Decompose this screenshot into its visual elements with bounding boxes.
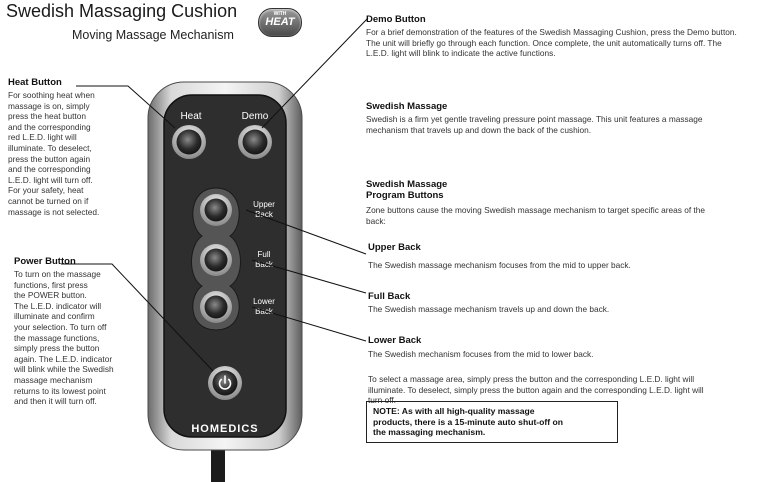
text-line: Swedish is a firm yet gentle traveling pressure point massage. This unit features a massage xyxy=(366,114,703,124)
text-line: and the corresponding xyxy=(8,164,91,175)
full-back-label-1: Full xyxy=(257,250,271,259)
demo-description xyxy=(366,27,781,59)
text-line: massage is on, simply xyxy=(8,100,90,111)
power-heading: Power Button xyxy=(14,256,76,267)
note-line: NOTE: As with all high-quality massage xyxy=(373,406,535,416)
lower-back-button[interactable] xyxy=(205,296,228,319)
text-line: the massage functions, xyxy=(14,332,100,343)
text-line: Zone buttons cause the moving Swedish massage mechanism to target specific areas of the xyxy=(366,205,705,215)
text-line: returns to its lowest point xyxy=(14,385,106,396)
lower-back-label-2: Back xyxy=(255,307,273,316)
upper-back-heading: Upper Back xyxy=(368,242,421,253)
full-back-heading: Full Back xyxy=(368,291,411,302)
text-line: illuminate. To deselect, xyxy=(8,142,92,153)
page-title: Swedish Massaging Cushion xyxy=(6,1,238,21)
program-heading xyxy=(366,179,447,201)
upper-back-label-2: Back xyxy=(255,210,273,219)
text-line: and then it will turn off. xyxy=(14,396,97,407)
note-line: products, there is a 15-minute auto shut-off on xyxy=(373,416,564,427)
power-description xyxy=(14,269,154,407)
text-line: L.E.D. light will blink to indicate the active functions. xyxy=(366,48,556,59)
text-line: will blink while the Swedish xyxy=(14,364,114,375)
text-line: again. The L.E.D. indicator xyxy=(14,353,113,364)
text-line: illuminate. To deselect, simply press the button again and the corresponding L.E.D. light will xyxy=(368,384,704,395)
badge-main-text: HEAT xyxy=(265,16,295,28)
full-back-button[interactable] xyxy=(205,249,228,272)
heat-heading: Heat Button xyxy=(8,77,62,88)
swedish-heading: Swedish Massage xyxy=(366,101,448,112)
text-line: L.E.D. light will turn off. xyxy=(8,174,93,185)
text-line: The L.E.D. indicator will xyxy=(14,300,102,311)
text-line: To turn on the massage xyxy=(14,269,101,279)
text-line: The unit will briefly go through each function. Once complete, the unit automatically turns off. The xyxy=(366,37,722,48)
demo-label: Demo xyxy=(241,111,269,122)
lower-back-label-1: Lower xyxy=(253,297,275,306)
note-line: the massaging mechanism. xyxy=(373,427,486,438)
demo-heading: Demo Button xyxy=(366,14,426,25)
text-line: mechanism that travels up and down the back of the cushion. xyxy=(366,124,592,135)
page-subtitle: Moving Massage Mechanism xyxy=(72,28,234,42)
demo-button[interactable] xyxy=(243,130,268,155)
text-line: back: xyxy=(366,215,386,226)
text-line: press the button again xyxy=(8,153,91,164)
swedish-description xyxy=(366,114,781,135)
full-back-label-2: Back xyxy=(255,260,273,269)
heat-label: Heat xyxy=(180,111,202,122)
lower-back-description: The Swedish mechanism focuses from the mid to lower back. xyxy=(368,349,594,359)
upper-back-label-1: Upper xyxy=(253,200,275,209)
text-line: massage mechanism xyxy=(14,374,93,385)
lower-back-heading: Lower Back xyxy=(368,335,422,346)
text-line: and the corresponding xyxy=(8,121,91,132)
text-line: turn off. xyxy=(368,395,396,406)
heat-button[interactable] xyxy=(177,130,202,155)
text-line: For your safety, heat xyxy=(8,185,84,196)
text-line: simply press the button xyxy=(14,343,100,354)
heat-description xyxy=(8,90,148,217)
text-line: To select a massage area, simply press the button and the corresponding L.E.D. light will xyxy=(368,374,695,384)
text-line: For soothing heat when xyxy=(8,90,95,100)
text-line: red L.E.D. light will xyxy=(8,132,77,143)
badge-top-text: WITH xyxy=(273,11,287,17)
text-line: functions, first press xyxy=(14,279,88,290)
text-line: the POWER button. xyxy=(14,290,87,301)
text-line: cannot be turned on if xyxy=(8,195,89,206)
text-line: illuminate and confirm xyxy=(14,311,95,322)
note-box xyxy=(366,401,618,443)
text-line: For a brief demonstration of the features of the Swedish Massaging Cushion, press the Demo button. xyxy=(366,27,737,37)
upper-back-button[interactable] xyxy=(205,199,228,222)
full-back-description: The Swedish massage mechanism travels up and down the back. xyxy=(368,304,610,314)
upper-back-description: The Swedish massage mechanism focuses from the mid to upper back. xyxy=(368,260,631,270)
heading-line: Swedish Massage xyxy=(366,179,448,190)
text-line: your selection. To turn off xyxy=(14,321,107,332)
text-line: massage is not selected. xyxy=(8,206,100,217)
brand-logo: HOMEDICS xyxy=(191,423,259,435)
heading-line: Program Buttons xyxy=(366,190,444,201)
text-line: press the heat button xyxy=(8,111,86,122)
demo-leader xyxy=(262,18,368,128)
program-description xyxy=(366,205,781,226)
